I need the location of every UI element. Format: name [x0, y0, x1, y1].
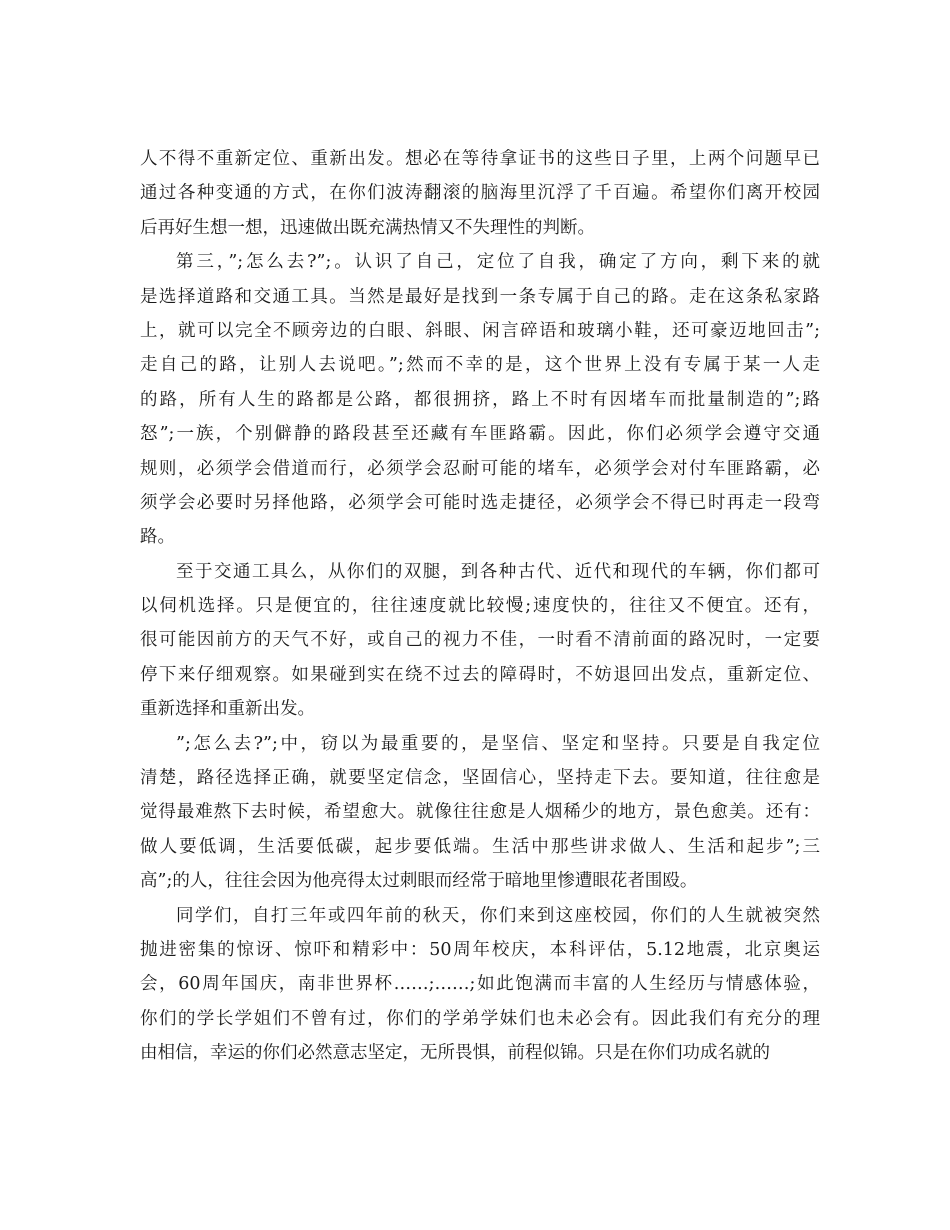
paragraph — [140, 142, 820, 245]
text-line: 抛进密集的惊讶、惊吓和精彩中：50周年校庆，本科评估，5.12地震，北京奥运 — [140, 939, 820, 960]
text-line: 高”;的人，往往会因为他亮得太过刺眼而经常于暗地里惨遭眼花者围殴。 — [140, 871, 698, 892]
text-line: 做人要低调，生活要低碳，起步要低端。生活中那些讲求做人、生活和起步”;三 — [140, 836, 820, 857]
text-line: 觉得最难熬下去时候，希望愈大。就像往往愈是人烟稀少的地方，景色愈美。还有： — [140, 802, 820, 823]
paragraph — [140, 727, 820, 899]
text-line: 是选择道路和交通工具。当然是最好是找到一条专属于自己的路。走在这条私家路 — [140, 286, 820, 307]
text-line: ”;怎么去?”;中，窃以为最重要的，是坚信、坚定和坚持。只要是自我定位 — [176, 733, 820, 754]
text-line: 至于交通工具么，从你们的双腿，到各种古代、近代和现代的车辆，你们都可 — [176, 561, 820, 582]
paragraph — [140, 899, 820, 1071]
document-body — [140, 142, 820, 1071]
text-line: 很可能因前方的天气不好，或自己的视力不佳，一时看不清前面的路况时，一定要 — [140, 630, 820, 651]
paragraph — [140, 245, 820, 555]
text-line: 你们的学长学姐们不曾有过，你们的学弟学妹们也未必会有。因此我们有充分的理 — [140, 1008, 820, 1029]
text-line: 人不得不重新定位、重新出发。想必在等待拿证书的这些日子里，上两个问题早已 — [140, 149, 820, 169]
text-line: 通过各种变通的方式，在你们波涛翻滚的脑海里沉浮了千百遍。希望你们离开校园 — [140, 183, 820, 204]
text-line: 会，60周年国庆，南非世界杯……;……;如此饱满而丰富的人生经历与情感体验， — [140, 974, 820, 995]
text-line: 走自己的路，让别人去说吧。”;然而不幸的是，这个世界上没有专属于某一人走 — [140, 355, 820, 376]
text-line: 清楚，路径选择正确，就要坚定信念，坚固信心，坚持走下去。要知道，往往愈是 — [140, 768, 820, 789]
text-line: 以伺机选择。只是便宜的，往往速度就比较慢;速度快的，往往又不便宜。还有， — [140, 596, 820, 617]
text-line: 路。 — [140, 527, 175, 548]
paragraph — [140, 555, 820, 727]
text-line: 停下来仔细观察。如果碰到实在绕不过去的障碍时，不妨退回出发点，重新定位、 — [140, 664, 820, 685]
text-line: 后再好生想一想，迅速做出既充满热情又不失理性的判断。 — [140, 217, 595, 238]
text-line: 重新选择和重新出发。 — [140, 699, 315, 720]
text-line: 的路，所有人生的路都是公路，都很拥挤，路上不时有因堵车而批量制造的”;路 — [140, 389, 820, 410]
text-line: 规则，必须学会借道而行，必须学会忍耐可能的堵车，必须学会对付车匪路霸，必 — [140, 458, 820, 479]
text-line: 怒”;一族，个别僻静的路段甚至还藏有车匪路霸。因此，你们必须学会遵守交通 — [140, 424, 820, 445]
text-line: 第三，”;怎么去?”;。认识了自己，定位了自我，确定了方向，剩下来的就 — [176, 252, 820, 273]
text-line: 同学们，自打三年或四年前的秋天，你们来到这座校园，你们的人生就被突然 — [176, 905, 820, 926]
text-line: 须学会必要时另择他路，必须学会可能时选走捷径，必须学会不得已时再走一段弯 — [140, 492, 820, 513]
text-line: 上，就可以完全不顾旁边的白眼、斜眼、闲言碎语和玻璃小鞋，还可豪迈地回击”; — [140, 320, 820, 341]
text-line: 由相信，幸运的你们必然意志坚定，无所畏惧，前程似锦。只是在你们功成名就的 — [140, 1043, 770, 1064]
